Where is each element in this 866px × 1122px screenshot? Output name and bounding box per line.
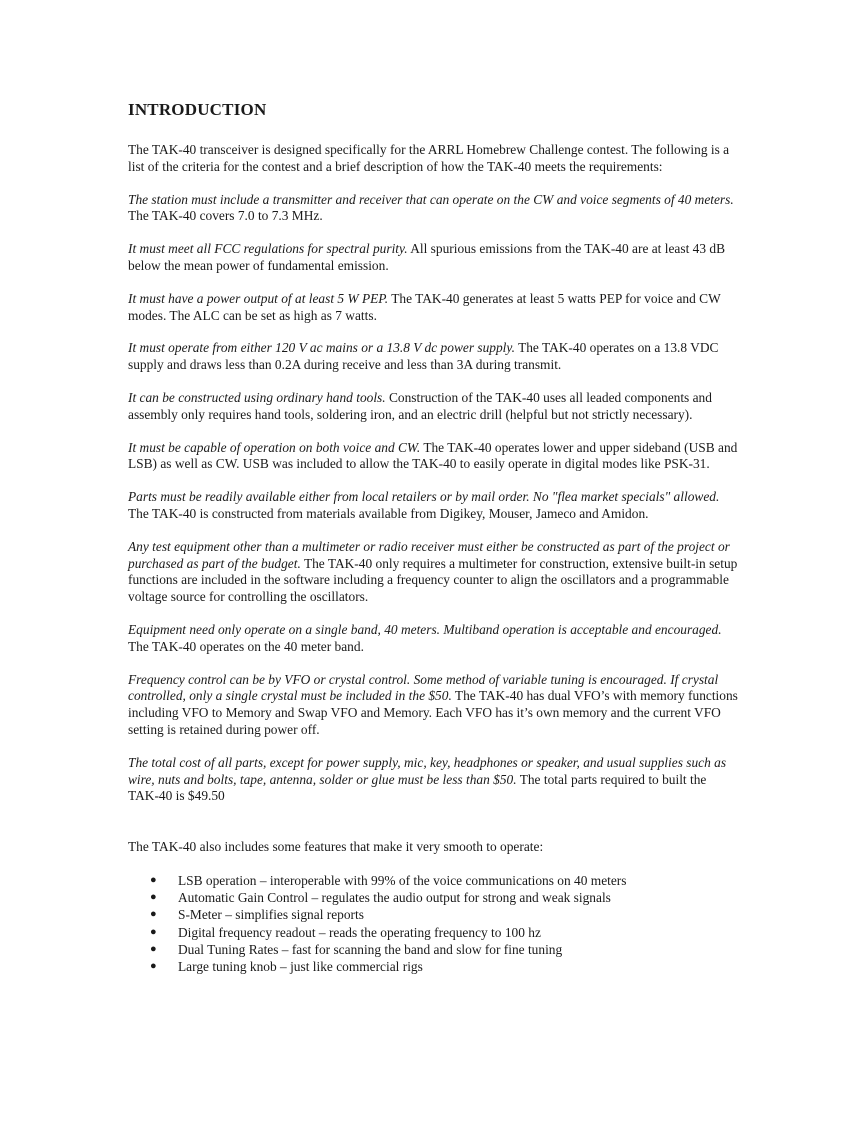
criterion-paragraph bbox=[128, 489, 740, 523]
bullet-icon: ● bbox=[150, 925, 157, 938]
bullet-icon: ● bbox=[150, 873, 157, 886]
criterion-response: The total parts required to built the TAK-40 is $49.50 bbox=[128, 771, 707, 804]
features-list bbox=[150, 872, 740, 975]
criterion-paragraph bbox=[128, 440, 740, 474]
criterion-response: The TAK-40 operates on a 13.8 VDC supply and draws less than 0.2A during receive and less than 3A during transmit. bbox=[128, 340, 719, 373]
criterion-rule: The total cost of all parts, except for power supply, mic, key, headphones or speaker, and usual supplies such as wire, nuts and bolts, tape, antenna, solder or glue must be less than $50. bbox=[128, 754, 727, 787]
list-item-text: Automatic Gain Control – regulates the audio output for strong and weak signals bbox=[178, 890, 611, 906]
list-item-text: Digital frequency readout – reads the operating frequency to 100 hz bbox=[178, 924, 541, 940]
criterion-response: All spurious emissions from the TAK-40 are at least 43 dB below the mean power of fundamental emission. bbox=[128, 241, 726, 273]
document-page bbox=[128, 100, 740, 975]
criterion-response: The TAK-40 operates lower and upper sideband (USB and LSB) as well as CW. USB was included to allow the TAK-40 to easily operate in digital modes like PSK-31. bbox=[128, 439, 738, 472]
criterion-paragraph bbox=[128, 539, 740, 606]
criterion-rule: Parts must be readily available either from local retailers or by mail order. No "flea market specials" allowed. bbox=[128, 489, 720, 505]
criterion-rule: Equipment need only operate on a single band, 40 meters. Multiband operation is acceptable and encouraged. bbox=[128, 621, 722, 637]
criterion-paragraph bbox=[128, 291, 740, 325]
criterion-paragraph bbox=[128, 390, 740, 424]
list-item-text: LSB operation – interoperable with 99% of the voice communications on 40 meters bbox=[178, 872, 627, 888]
criterion-response: The TAK-40 is constructed from materials available from Digikey, Mouser, Jameco and Amidon. bbox=[128, 505, 649, 521]
bullet-icon: ● bbox=[150, 891, 157, 904]
criterion-response: The TAK-40 has dual VFO’s with memory functions including VFO to Memory and Swap VFO and Memory. Each VFO has it’s own memory and the current VFO setting is retained during power off. bbox=[128, 688, 738, 737]
criterion-paragraph bbox=[128, 622, 740, 656]
criterion-paragraph bbox=[128, 755, 740, 805]
list-item bbox=[150, 958, 740, 975]
section-title: INTRODUCTION bbox=[128, 100, 267, 119]
criterion-rule: It must operate from either 120 V ac mains or a 13.8 V dc power supply. bbox=[128, 340, 515, 356]
criterion-paragraph bbox=[128, 672, 740, 739]
list-item-text: Dual Tuning Rates – fast for scanning the band and slow for fine tuning bbox=[178, 941, 563, 957]
bullet-icon: ● bbox=[150, 942, 157, 955]
criterion-rule: Any test equipment other than a multimeter or radio receiver must either be constructed as part of the project or purchased as part of the budget. bbox=[128, 538, 730, 571]
criterion-rule: The station must include a transmitter and receiver that can operate on the CW and voice segments of 40 meters. bbox=[128, 191, 734, 207]
criterion-response: The TAK-40 generates at least 5 watts PEP for voice and CW modes. The ALC can be set as high as 7 watts. bbox=[128, 290, 721, 323]
list-item bbox=[150, 906, 740, 923]
list-item bbox=[150, 872, 740, 889]
criterion-response: The TAK-40 operates on the 40 meter band. bbox=[128, 638, 364, 654]
criterion-rule: It must be capable of operation on both voice and CW. bbox=[128, 439, 421, 455]
criterion-paragraph bbox=[128, 192, 740, 226]
list-item bbox=[150, 889, 740, 906]
criterion-response: The TAK-40 covers 7.0 to 7.3 MHz. bbox=[128, 208, 323, 224]
criterion-paragraph bbox=[128, 241, 740, 275]
criterion-rule: It must meet all FCC regulations for spectral purity. bbox=[128, 241, 408, 257]
criterion-paragraph bbox=[128, 340, 740, 374]
criterion-response: The TAK-40 only requires a multimeter for construction, extensive built-in setup functions are included in the software including a frequency counter to align the oscillators and a programmable voltage source for controlling the oscillators. bbox=[128, 555, 738, 605]
list-item-text: S-Meter – simplifies signal reports bbox=[178, 907, 364, 923]
list-item bbox=[150, 924, 740, 941]
intro-paragraph: The TAK-40 transceiver is designed specifically for the ARRL Homebrew Challenge contest. The following is a list of the criteria for the contest and a brief description of how the TAK-40 meets the requirements: bbox=[128, 142, 730, 174]
criterion-response: Construction of the TAK-40 uses all leaded components and assembly only requires hand tools, soldering iron, and an electric drill (helpful but not strictly necessary). bbox=[128, 389, 712, 422]
bullet-icon: ● bbox=[150, 908, 157, 921]
features-intro: The TAK-40 also includes some features that make it very smooth to operate: bbox=[128, 839, 544, 855]
list-item-text: Large tuning knob – just like commercial rigs bbox=[178, 958, 423, 974]
bullet-icon: ● bbox=[150, 959, 157, 972]
list-item bbox=[150, 941, 740, 958]
criterion-rule: Frequency control can be by VFO or crystal control. Some method of variable tuning is encouraged. If crystal controlled, only a single crystal must be included in the $50. bbox=[128, 671, 719, 704]
criterion-rule: It can be constructed using ordinary hand tools. bbox=[128, 389, 386, 405]
criterion-rule: It must have a power output of at least 5 W PEP. bbox=[128, 290, 389, 306]
